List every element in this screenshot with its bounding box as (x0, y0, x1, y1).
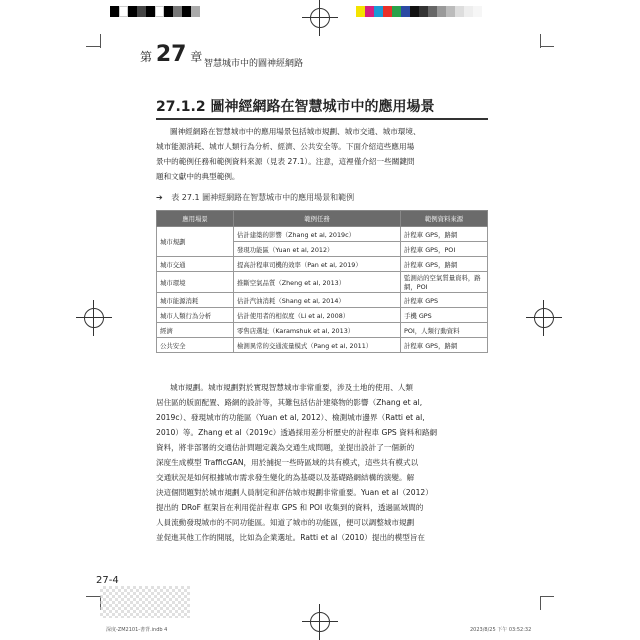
table-cell-scenario: 城市人類行為分析 (157, 308, 234, 323)
body-line: 2010）等。Zhang et al（2019c）透過採用差分析歷史的計程車 GPS 資料和路網 (156, 428, 438, 437)
intro-line: 城市能源消耗、城市人類行為分析、經濟、公共安全等。下面介紹這些應用場 (156, 142, 415, 151)
crop-mark (540, 596, 541, 610)
page-number: 27-4 (96, 575, 119, 586)
table-row (157, 293, 488, 308)
intro-line: 圖神經網路在智慧城市中的應用場景包括城市規劃、城市交通、城市環境、 (170, 127, 421, 136)
table-cell-scenario: 城市規劃 (157, 227, 234, 257)
body-paragraph (156, 380, 488, 545)
table-cell-source: 手機 GPS (401, 308, 488, 323)
table-caption (156, 192, 354, 203)
chapter-number (140, 42, 202, 67)
chapter-prefix: 第 (140, 50, 153, 64)
table-cell-scenario: 經濟 (157, 323, 234, 338)
registration-mark-top (302, 0, 338, 36)
table-cell-task: 發現功能區（Yuan et al, 2012） (234, 242, 401, 257)
table-cell-task: 檢測異常的交通流量模式（Pang et al, 2011） (234, 338, 401, 353)
table-header-row (157, 211, 488, 227)
table-cell-task: 提高計程車司機的效率（Pan et al, 2019） (234, 257, 401, 272)
body-line: 城市規劃。城市規劃對於實現智慧城市非常重要，涉及土地的使用、人類 (170, 383, 413, 392)
registration-mark-right (526, 300, 562, 336)
table-row (157, 308, 488, 323)
intro-paragraph (156, 124, 488, 184)
body-line: 決這個問題對於城市規劃人員制定和評估城市規劃非常重要。Yuan et al（2012） (156, 488, 433, 497)
chapter-title: 智慧城市中的圖神經網路 (204, 59, 304, 69)
intro-line: 題和文獻中的典型範例。 (156, 172, 240, 181)
table-row (157, 227, 488, 242)
body-line: 提出的 DRoF 框架旨在利用從計程車 GPS 和 POI 收集到的資料，透過區域間的 (156, 503, 424, 512)
table-cell-source: POI，人類行動資料 (401, 323, 488, 338)
intro-line: 景中的範例任務和範例資料來源（見表 27.1）。注意，這裡僅介紹一些關鍵問 (156, 157, 415, 166)
table-header: 範例任務 (234, 211, 401, 227)
crop-mark (86, 46, 100, 47)
table-header: 範例資料來源 (401, 211, 488, 227)
decorative-pattern (100, 586, 190, 618)
body-line: 2019c）、發現城市的功能區（Yuan et al, 2012）、檢測城市邊界（Ratti et al, (156, 413, 425, 422)
body-line: 深度生成模型 TrafficGAN，用於捕捉一些時區域的共有模式，這些共有模式以 (156, 458, 419, 467)
table-cell-source: 計程車 GPS (401, 293, 488, 308)
table-row (157, 338, 488, 353)
body-line: 居住區的版面配置、路網的設計等，其難包括估計建築物的影響（Zhang et al, (156, 398, 423, 407)
table-cell-scenario: 城市能源消耗 (157, 293, 234, 308)
table-cell-task: 估計使用者的相似度（Li et al, 2008） (234, 308, 401, 323)
table-cell-scenario: 公共安全 (157, 338, 234, 353)
crop-mark (100, 34, 101, 48)
color-bar-left (110, 6, 200, 17)
table-cell-source: 計程車 GPS，POI (401, 242, 488, 257)
table-row (157, 257, 488, 272)
chapter-header (140, 42, 510, 74)
body-line: 並促進其他工作的開展，比如為企業選址。Ratti et al（2010）提出的模型旨在 (156, 533, 426, 542)
registration-mark-left (76, 300, 112, 336)
table-cell-task: 推斷空氣品質（Zheng et al, 2013） (234, 272, 401, 293)
file-info: 深度-ZM2101-書背.indb 4 (106, 627, 168, 633)
table-cell-scenario: 城市交通 (157, 257, 234, 272)
table-cell-source: 監測站的空氣質量資料，路網，POI (401, 272, 488, 293)
body-line: 人員流動發現城市的不同功能區。知道了城市的功能區，便可以調整城市規劃 (156, 518, 415, 527)
color-bar-right (356, 6, 482, 17)
print-timestamp: 2023/8/25 下午 03:52:32 (470, 627, 532, 633)
crop-mark (86, 596, 100, 597)
table-cell-source: 計程車 GPS，路網 (401, 257, 488, 272)
table-cell-source: 計程車 GPS，路網 (401, 227, 488, 242)
section-title: 27.1.2 圖神經網路在智慧城市中的應用場景 (156, 99, 435, 115)
table-caption-text: 表 27.1 圖神經網路在智慧城市中的應用場景和範例 (171, 193, 355, 202)
table-cell-task: 估計汽油消耗（Shang et al, 2014） (234, 293, 401, 308)
crop-mark (540, 46, 554, 47)
table-cell-source: 計程車 GPS，路網 (401, 338, 488, 353)
chapter-number-value: 27 (155, 42, 187, 67)
body-line: 交通狀況是如何根據城市需求發生變化的為基礎以及基礎路網結構的演變。解 (156, 473, 415, 482)
section-rule (156, 118, 488, 120)
scenario-table (156, 210, 488, 353)
table-row (157, 272, 488, 293)
chapter-suffix: 章 (190, 50, 203, 64)
table-cell-scenario: 城市環境 (157, 272, 234, 293)
table-cell-task: 零售店選址（Karamshuk et al, 2013） (234, 323, 401, 338)
crop-mark (540, 596, 554, 597)
table-header: 應用場景 (157, 211, 234, 227)
table-row (157, 323, 488, 338)
table-cell-task: 估計建築的影響（Zhang et al, 2019c） (234, 227, 401, 242)
registration-mark-bottom (302, 604, 338, 640)
body-line: 資料，將非部署的交通估計問題定義為交通生成問題，並提出設計了一個新的 (156, 443, 415, 452)
arrow-right-icon: ➔ (156, 193, 163, 202)
